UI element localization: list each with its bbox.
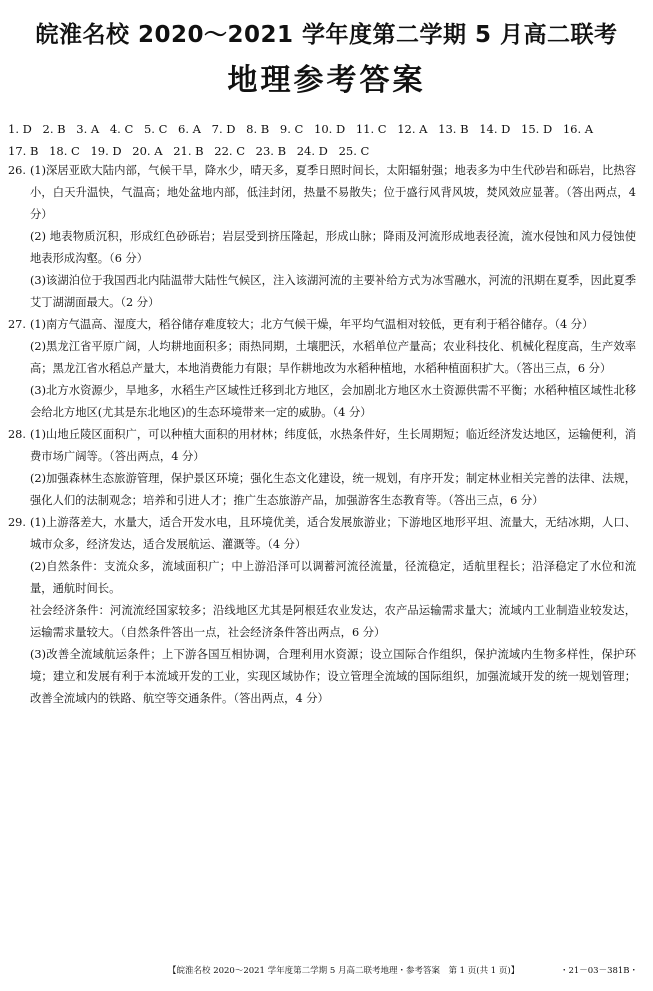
answer-item: 8. B [246,122,270,136]
answer-paragraph: (2)加强森林生态旅游管理，保护景区环境；强化生态文化建设，统一规划，有序开发；制定林业相关完善的法律、法规，强化人们的法制观念；培养和引进人才；推广生态旅游产品，加强游客生态教育等。（答出三点，6 分） [30,472,636,507]
answer-paragraph: (2) 地表物质沉积，形成红色砂砾岩；岩层受到挤压隆起，形成山脉；降雨及河流形成地表径流，流水侵蚀和风力侵蚀使地表形成沟壑。（6 分） [30,230,636,265]
answer-item: 9. C [279,122,304,136]
choice-answers [8,118,648,162]
answer-paragraph: (1)南方气温高、湿度大，稻谷储存难度较大；北方气候干燥，年平均气温相对较低，更有利于稻谷储存。（4 分） [30,318,594,331]
answer-item: 24. D [296,144,328,158]
answer-content [8,160,636,710]
question-number: 27. [8,318,26,331]
answer-item: 10. D [314,122,346,136]
answer-item: 20. A [132,144,163,158]
document-subtitle: 地理参考答案 [227,63,426,98]
page-footer [168,964,648,976]
answer-item: 4. C [109,122,134,136]
footer-text: 【皖淮名校 2020～2021 学年度第二学期 5 月高二联考地理・参考答案 第 1 页(共 1 页)】 [168,966,520,976]
answer-item: 22. C [214,144,246,158]
answer-item: 3. A [76,122,100,136]
footer-code: ・21－03－381B・ [559,966,639,976]
answer-item: 12. A [397,122,428,136]
answer-item: 25. C [338,144,370,158]
answer-paragraph: (3)改善全流域航运条件；上下游各国互相协调，合理利用水资源；设立国际合作组织，保护流域内生物多样性，保护环境；建立和发展有利于本流域开发的工业，实现区域协作；设立管理全流域的国际组织，加强流域开发的统一规划管理；改善全流域内的铁路、航空等交通条件。（答出两点，4 分） [30,648,636,705]
question-28 [8,424,636,512]
answer-paragraph: (1)上游落差大，水量大，适合开发水电，且环境优美，适合发展旅游业；下游地区地形平坦、流量大，无结冰期，人口、城市众多，经济发达，适合发展航运、灌溉等。（4 分） [30,516,636,551]
answer-item: 17. B [8,144,39,158]
answer-item: 6. A [178,122,201,136]
answer-paragraph: (2)自然条件：支流众多，流域面积广；中上游沿泽可以调蓄河流径流量，径流稳定，适航里程长；沿泽稳定了水位和流量，通航时间长。 [30,560,636,595]
question-number: 28. [8,428,26,441]
answer-item: 1. D [8,122,32,136]
answer-paragraph: (1)山地丘陵区面积广，可以种植大面积的用材林；纬度低，水热条件好，生长周期短；临近经济发达地区，运输便利，消费市场广阔等。（答出两点，4 分） [30,428,636,463]
question-number: 26. [8,164,26,177]
answer-paragraph: (3)北方水资源少，旱地多，水稻生产区域性迁移到北方地区，会加剧北方地区水土资源供需不平衡；水稻种植区域性北移会给北方地区(尤其是东北地区)的生态环境带来一定的威胁。（4 分） [30,384,636,419]
question-29 [8,512,636,710]
choice-answers-row-2 [8,140,648,162]
question-number: 29. [8,516,26,529]
answer-item: 16. A [562,122,594,136]
answer-paragraph: 社会经济条件：河流流经国家较多；沿线地区尤其是阿根廷农业发达，农产品运输需求量大；流域内工业制造业较发达，运输需求量较大。（自然条件答出一点，社会经济条件答出两点，6 分） [30,604,636,639]
question-26 [8,160,636,314]
answer-item: 23. B [255,144,287,158]
choice-answers-row-1 [8,118,648,140]
answer-paragraph: (1)深居亚欧大陆内部，气候干旱，降水少，晴天多，夏季日照时间长，太阳辐射强；地表多为中生代砂岩和砾岩，比热容小，白天升温快，气温高；地处盆地内部，低洼封闭，热量不易散失；位于盛行风背风坡，焚风效应显著。（答出两点，4 分） [30,164,636,221]
answer-item: 13. B [438,122,469,136]
answer-item: 7. D [211,122,236,136]
answer-item: 15. D [521,122,553,136]
answer-item: 5. C [143,122,168,136]
answer-paragraph: (2)黑龙江省平原广阔，人均耕地面积多；雨热同期，土壤肥沃，水稻单位产量高；农业科技化、机械化程度高，生产效率高；黑龙江省水稻总产量大，本地消费能力有限；旱作耕地改为水稻种植地，水稻种植面积扩大。（答出三点，6 分） [30,340,636,375]
answer-item: 19. D [90,144,122,158]
question-27 [8,314,636,424]
answer-item: 21. B [173,144,204,158]
answer-item: 18. C [49,144,80,158]
answer-item: 2. B [42,122,66,136]
answer-paragraph: (3)该湖泊位于我国西北内陆温带大陆性气候区，注入该湖河流的主要补给方式为冰雪融水，河流的汛期在夏季，因此夏季艾丁湖湖面最大。（2 分） [30,274,636,309]
answer-item: 14. D [479,122,511,136]
exam-title: 皖淮名校 2020～2021 学年度第二学期 5 月高二联考 [35,22,618,48]
answer-item: 11. C [355,122,387,136]
